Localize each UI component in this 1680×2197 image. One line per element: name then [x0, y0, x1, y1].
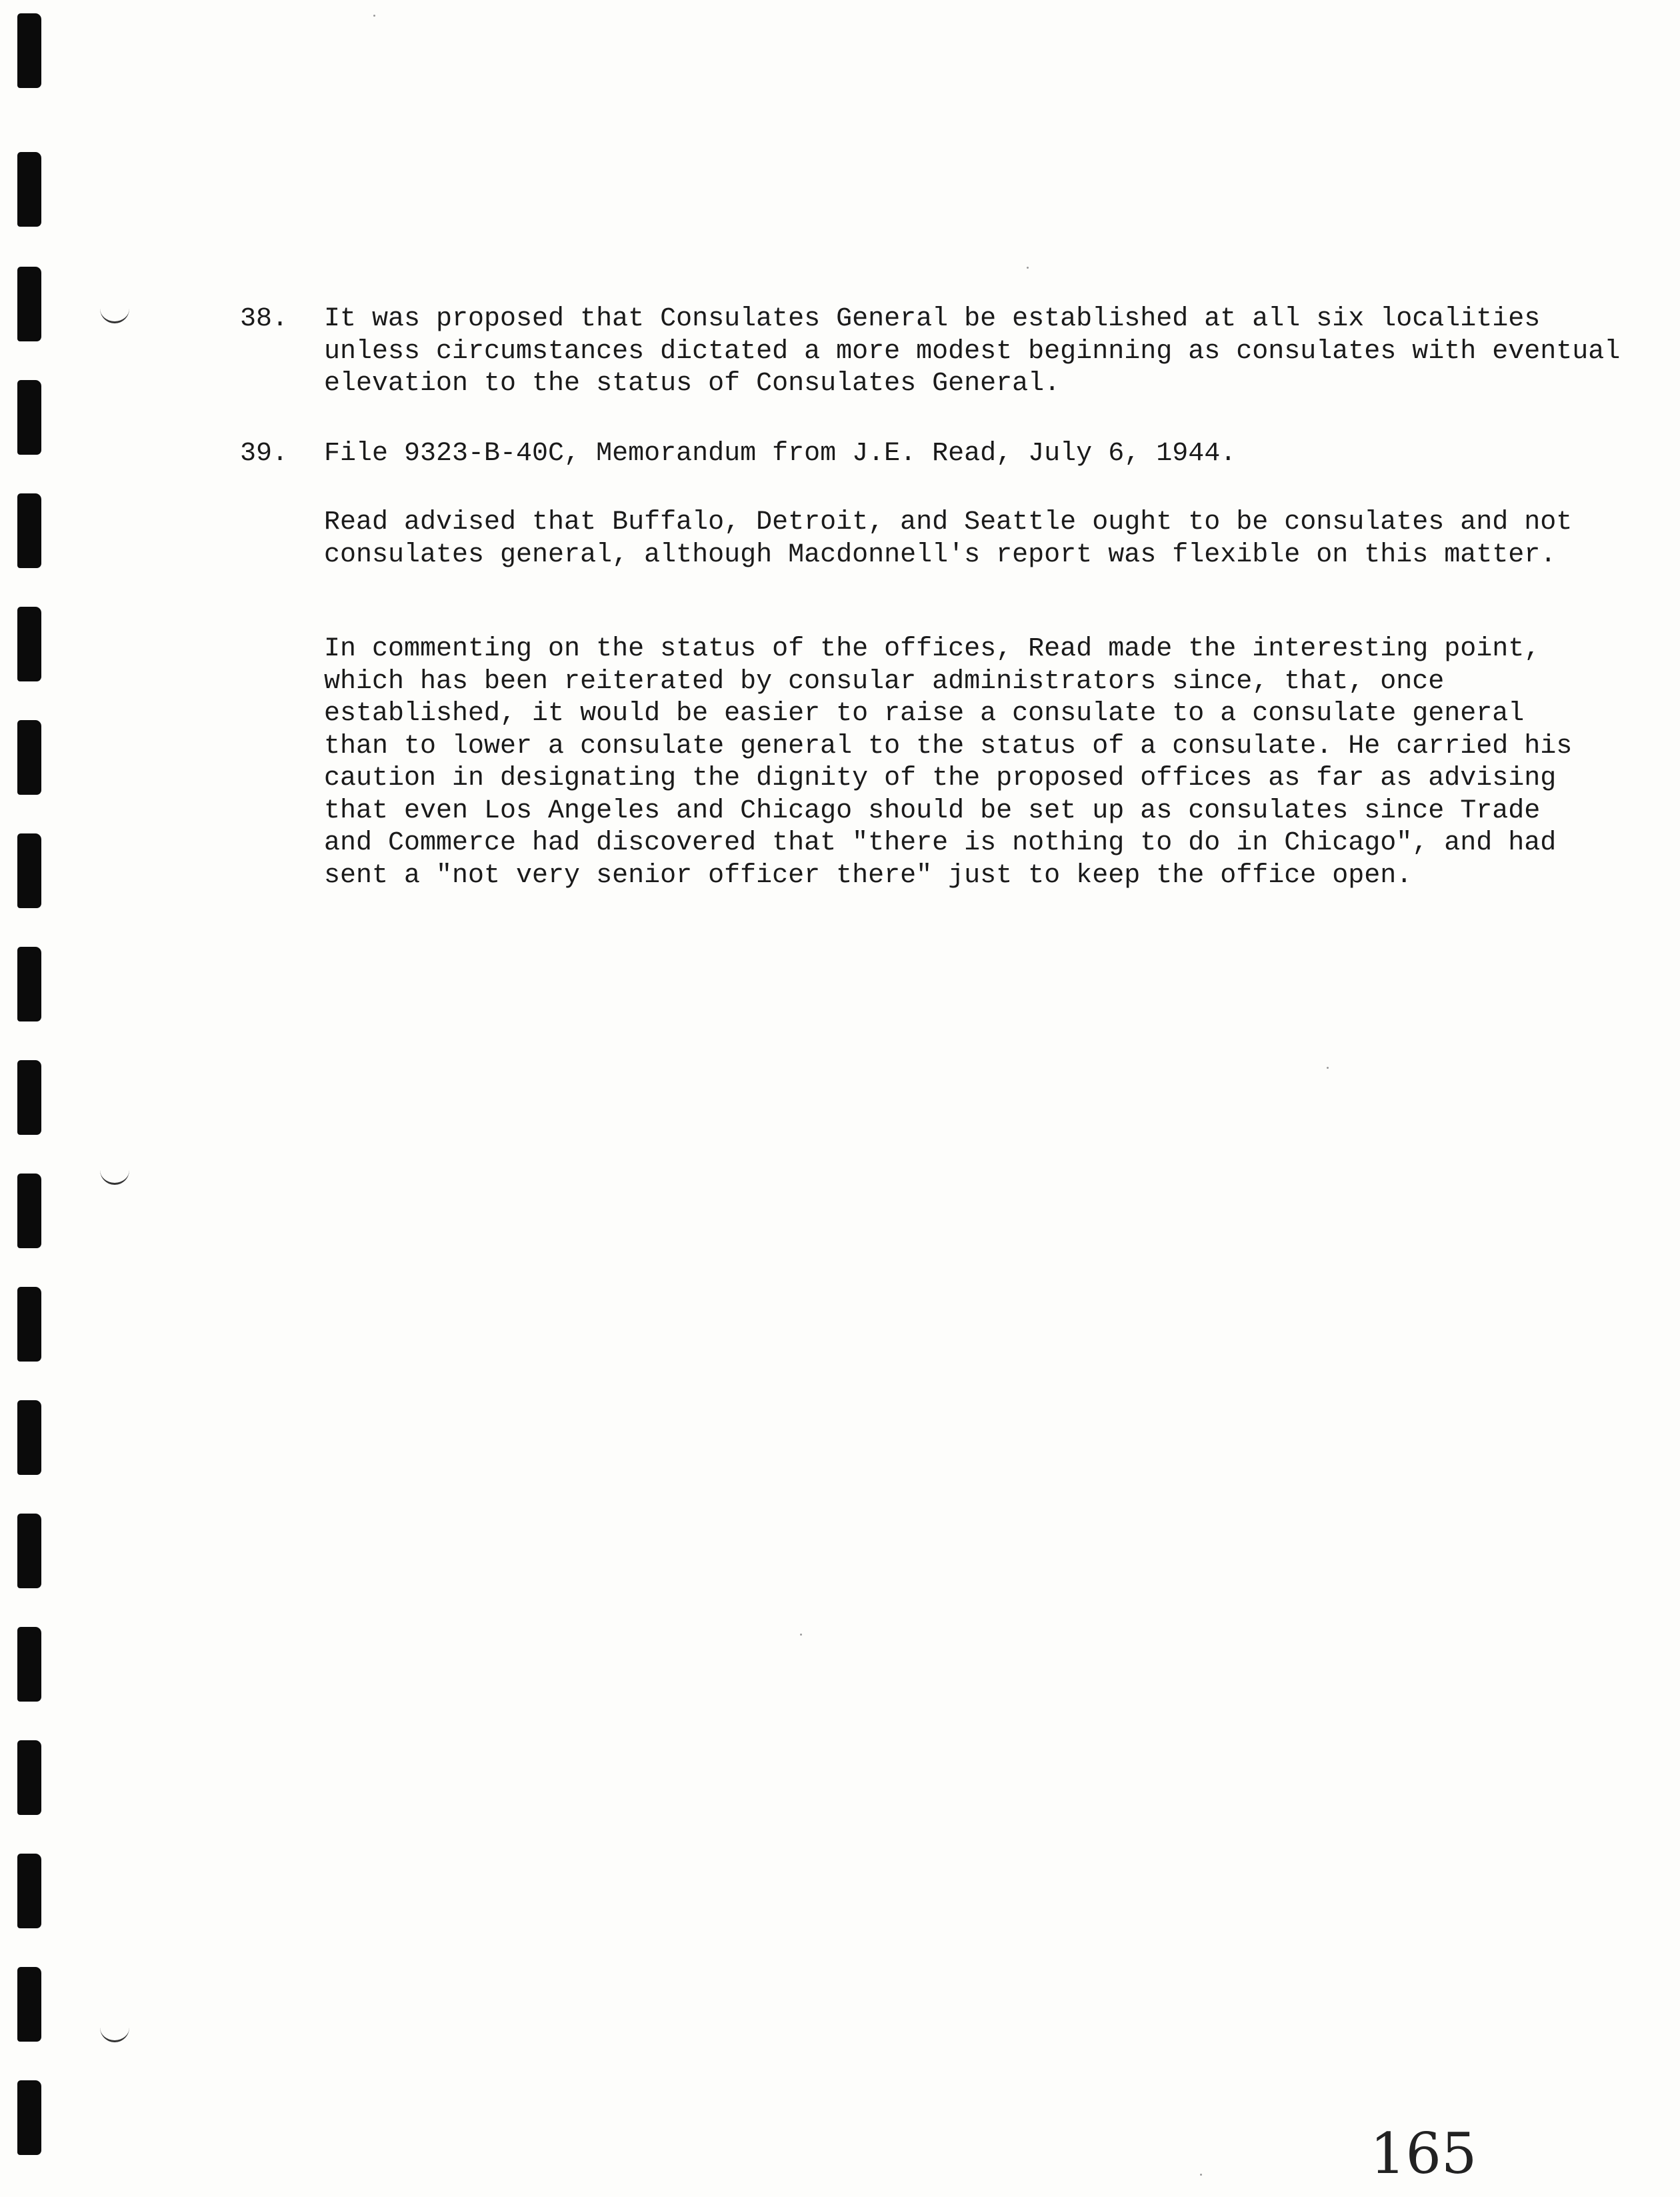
punch-hole: [17, 1627, 41, 1702]
punch-hole: [17, 2080, 41, 2155]
footnote-text: It was proposed that Consulates General be established at all six localities unless circumstances dictated a more modest beginning as consulates with eventual elevation to the status of Consulates General.: [324, 304, 1621, 399]
punch-hole: [17, 833, 41, 908]
footnote-number: 39.: [240, 439, 289, 469]
margin-mark: [100, 307, 129, 323]
punch-hole: [17, 1514, 41, 1588]
margin-mark: [100, 1168, 129, 1185]
punch-hole: [17, 1400, 41, 1475]
punch-hole: [17, 493, 41, 568]
punch-hole: [17, 13, 41, 88]
scan-speck: [800, 1634, 802, 1636]
punch-hole: [17, 1967, 41, 2042]
margin-mark: [100, 2026, 129, 2042]
scan-speck: [1027, 267, 1029, 269]
scan-speck: [373, 15, 375, 17]
punch-hole: [17, 1174, 41, 1248]
scan-speck: [1200, 2174, 1202, 2176]
punch-hole: [17, 1287, 41, 1362]
punch-hole: [17, 720, 41, 795]
scan-speck: [1327, 1067, 1329, 1069]
paragraph-status-commentary: In commenting on the status of the offices, Read made the interesting point, which has been reiterated by consular administrators since, that, once established, it would be easier to raise a consulate to a consulate general than to lower a consulate general to the status of a consulate. He carried his caution in designating the dignity of the proposed offices as far as advising that even Los Angeles and Chicago should be set up as consulates since Trade and Commerce had discovered that "there is nothing to do in Chicago", and had sent a "not very senior officer there" just to keep the office open.: [324, 634, 1573, 891]
punch-hole: [17, 267, 41, 341]
punch-hole: [17, 1060, 41, 1135]
punch-hole: [17, 152, 41, 227]
punch-hole: [17, 380, 41, 455]
punch-hole: [17, 607, 41, 681]
punch-hole: [17, 1740, 41, 1815]
footnote-text: File 9323-B-40C, Memorandum from J.E. Read, July 6, 1944.: [324, 439, 1237, 469]
punch-hole: [17, 1854, 41, 1928]
footnote-number: 38.: [240, 304, 289, 334]
punch-hole: [17, 947, 41, 1021]
page-number: 165: [1370, 2121, 1477, 2186]
binder-punch-holes: [0, 0, 60, 2197]
paragraph-read-advice: Read advised that Buffalo, Detroit, and Seattle ought to be consulates and not consulates general, although Macdonnell's report was flexible on this matter.: [324, 507, 1573, 570]
